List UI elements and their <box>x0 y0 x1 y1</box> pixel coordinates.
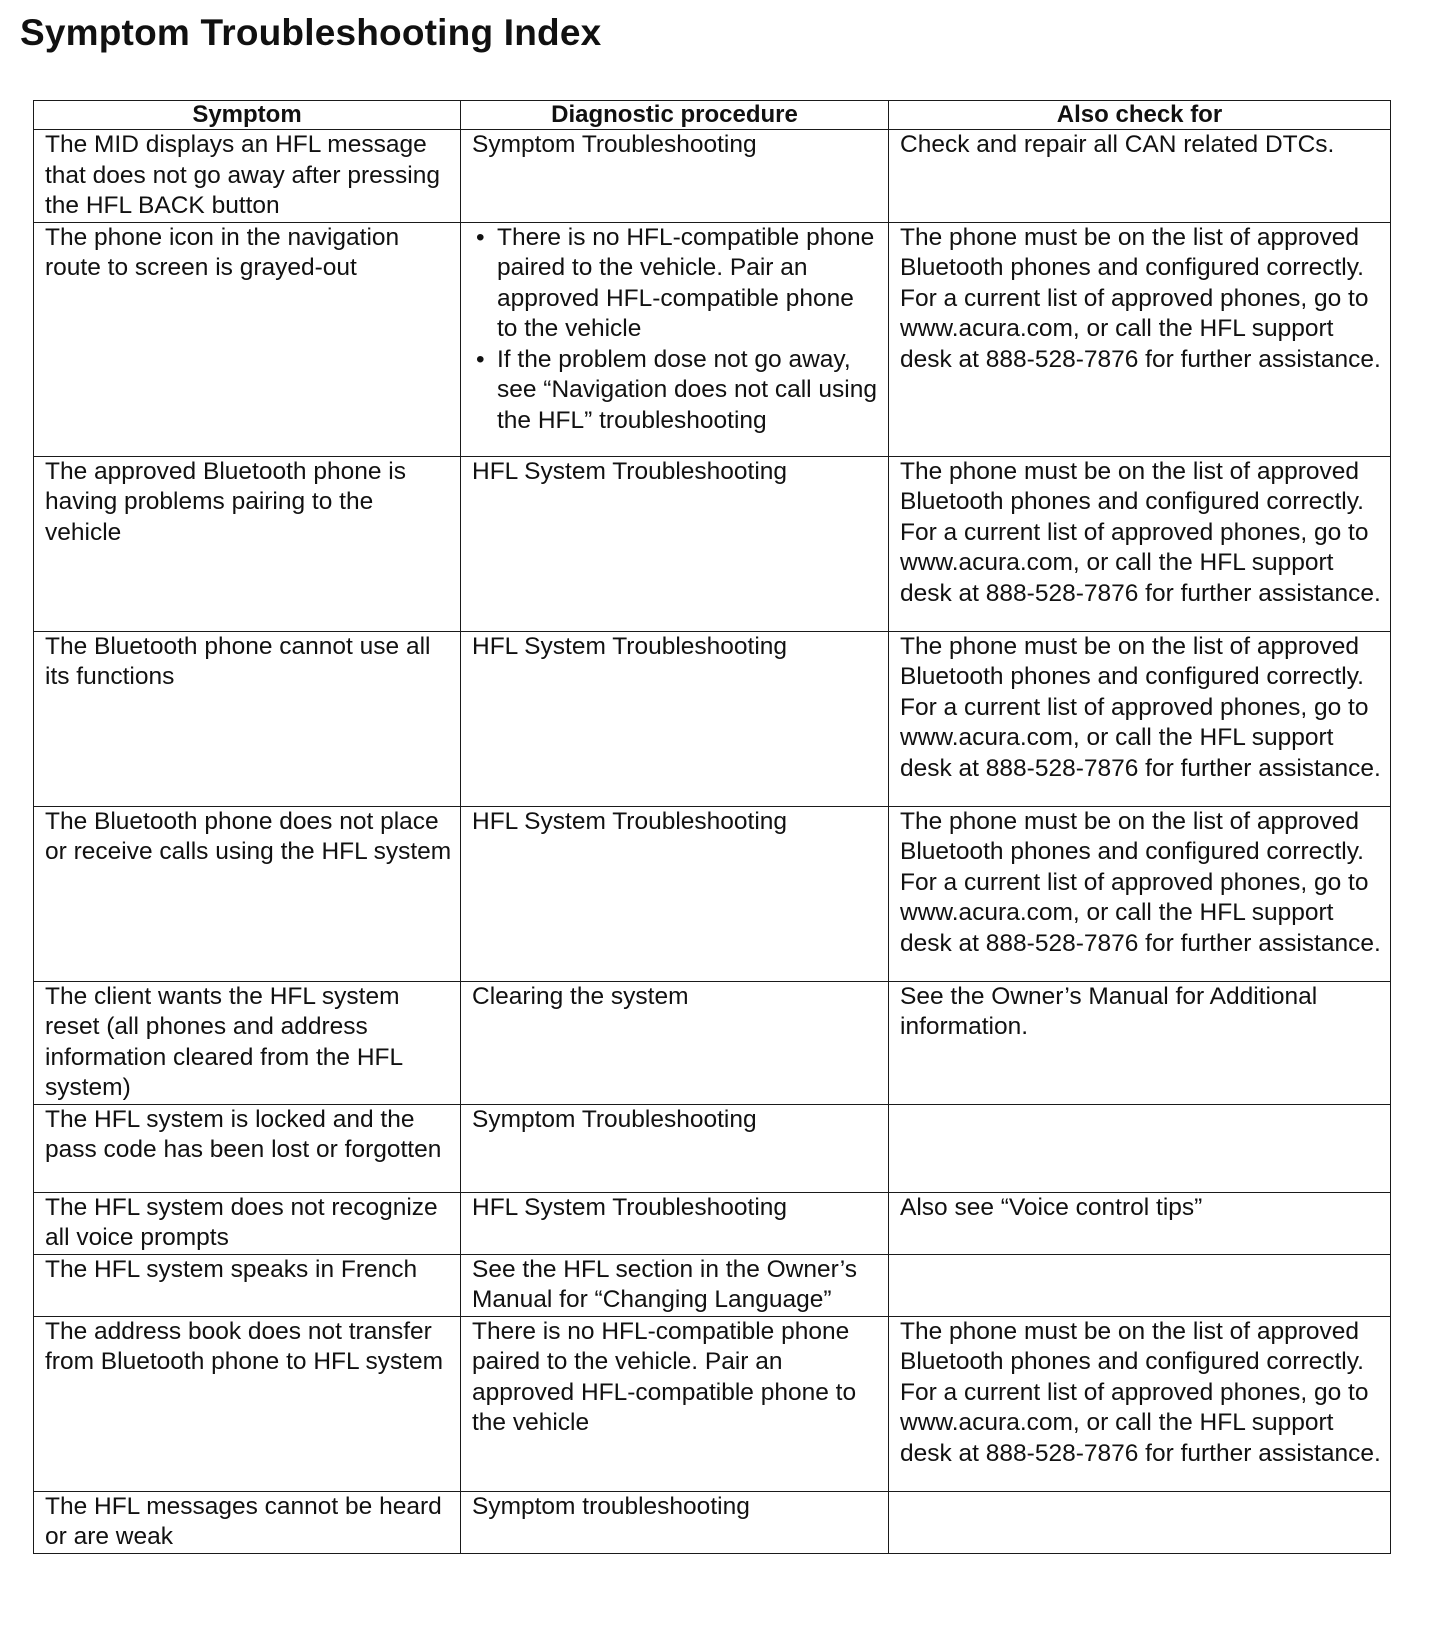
symptom-cell: The HFL messages cannot be heard or are weak <box>34 1491 461 1553</box>
table-row <box>34 631 1391 806</box>
table-row <box>34 222 1391 456</box>
symptom-cell: The phone icon in the navigation route to screen is grayed-out <box>34 222 461 456</box>
also-check-cell: The phone must be on the list of approved Bluetooth phones and configured correctly. For a current list of approved phones, go to www.acura.com, or call the HFL support desk at 888-528-7876 for further assistance. <box>889 456 1391 631</box>
procedure-cell: There is no HFL-compatible phone paired to the vehicle. Pair an approved HFL-compatible phone to the vehicle <box>461 1316 889 1491</box>
also-check-cell <box>889 1104 1391 1192</box>
also-check-cell: The phone must be on the list of approved Bluetooth phones and configured correctly. For a current list of approved phones, go to www.acura.com, or call the HFL support desk at 888-528-7876 for further assistance. <box>889 1316 1391 1491</box>
table-row <box>34 1192 1391 1254</box>
table-row <box>34 981 1391 1104</box>
procedure-cell: HFL System Troubleshooting <box>461 806 889 981</box>
symptom-cell: The HFL system does not recognize all voice prompts <box>34 1192 461 1254</box>
procedure-cell: HFL System Troubleshooting <box>461 1192 889 1254</box>
also-check-cell: Check and repair all CAN related DTCs. <box>889 130 1391 223</box>
symptom-cell: The client wants the HFL system reset (all phones and address information cleared from the HFL system) <box>34 981 461 1104</box>
procedure-cell: Symptom Troubleshooting <box>461 130 889 223</box>
also-check-cell: Also see “Voice control tips” <box>889 1192 1391 1254</box>
procedure-cell: Symptom Troubleshooting <box>461 1104 889 1192</box>
symptom-cell: The HFL system speaks in French <box>34 1254 461 1316</box>
symptom-cell: The HFL system is locked and the pass code has been lost or forgotten <box>34 1104 461 1192</box>
table-row <box>34 456 1391 631</box>
also-check-cell: The phone must be on the list of approved Bluetooth phones and configured correctly. For a current list of approved phones, go to www.acura.com, or call the HFL support desk at 888-528-7876 for further assistance. <box>889 222 1391 456</box>
also-check-cell <box>889 1491 1391 1553</box>
procedure-cell: Clearing the system <box>461 981 889 1104</box>
symptom-cell: The address book does not transfer from Bluetooth phone to HFL system <box>34 1316 461 1491</box>
also-check-cell: The phone must be on the list of approved Bluetooth phones and configured correctly. For a current list of approved phones, go to www.acura.com, or call the HFL support desk at 888-528-7876 for further assistance. <box>889 806 1391 981</box>
page-title: Symptom Troubleshooting Index <box>20 12 602 53</box>
also-check-cell <box>889 1254 1391 1316</box>
table-header-row <box>34 101 1391 130</box>
table-row <box>34 1254 1391 1316</box>
procedure-bullet: • If the problem dose not go away, see “Navigation does not call using the HFL” troubleshooting <box>472 345 880 437</box>
header-symptom: Symptom <box>34 101 461 130</box>
symptom-cell: The Bluetooth phone does not place or receive calls using the HFL system <box>34 806 461 981</box>
procedure-cell: Symptom troubleshooting <box>461 1491 889 1553</box>
table-row <box>34 1104 1391 1192</box>
procedure-cell: See the HFL section in the Owner’s Manual for “Changing Language” <box>461 1254 889 1316</box>
symptom-cell: The approved Bluetooth phone is having problems pairing to the vehicle <box>34 456 461 631</box>
also-check-cell: The phone must be on the list of approved Bluetooth phones and configured correctly. For a current list of approved phones, go to www.acura.com, or call the HFL support desk at 888-528-7876 for further assistance. <box>889 631 1391 806</box>
header-diagnostic-procedure: Diagnostic procedure <box>461 101 889 130</box>
header-also-check-for: Also check for <box>889 101 1391 130</box>
procedure-cell: HFL System Troubleshooting <box>461 631 889 806</box>
procedure-bullet: • There is no HFL-compatible phone paired to the vehicle. Pair an approved HFL-compatible phone to the vehicle <box>472 223 880 345</box>
symptom-cell: The Bluetooth phone cannot use all its functions <box>34 631 461 806</box>
table-row <box>34 130 1391 223</box>
also-check-cell: See the Owner’s Manual for Additional information. <box>889 981 1391 1104</box>
symptom-table <box>33 100 1391 1554</box>
table-row <box>34 806 1391 981</box>
table-row <box>34 1316 1391 1491</box>
table-row <box>34 1491 1391 1553</box>
procedure-cell <box>461 222 889 456</box>
procedure-bullet-list <box>472 223 880 437</box>
symptom-cell: The MID displays an HFL message that does not go away after pressing the HFL BACK button <box>34 130 461 223</box>
procedure-cell: HFL System Troubleshooting <box>461 456 889 631</box>
